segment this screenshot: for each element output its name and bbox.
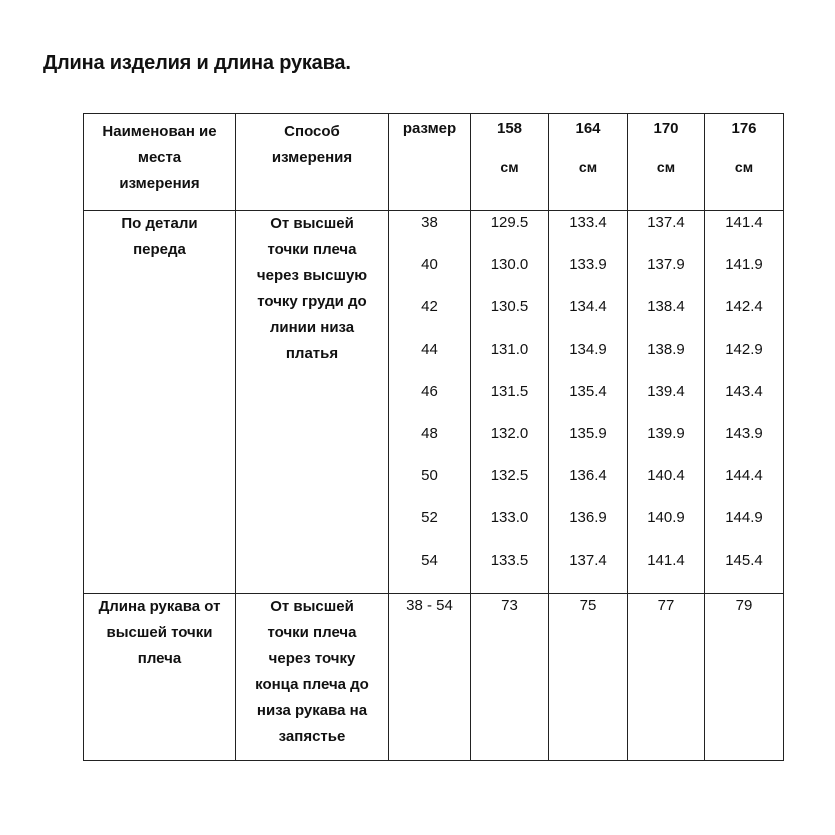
value: 75 xyxy=(579,596,597,614)
value: 133.4 xyxy=(569,214,607,231)
sleeve-cell-176 xyxy=(705,593,784,760)
value: 130.5 xyxy=(490,298,529,316)
values-cell-170 xyxy=(628,211,705,594)
value: 136.9 xyxy=(569,509,607,527)
values-list xyxy=(705,211,783,593)
page-title: Длина изделия и длина рукава. xyxy=(43,52,351,74)
header-cell-height-164 xyxy=(549,114,628,211)
value: 143.9 xyxy=(725,424,763,442)
value: 137.4 xyxy=(647,214,685,231)
header-height-label: 164 xyxy=(575,120,601,137)
value: 77 xyxy=(657,596,675,614)
header-method-label: Способ измерения xyxy=(271,123,353,166)
header-height-label: 158 xyxy=(496,120,523,137)
value: 145.4 xyxy=(725,551,763,569)
value: 138.4 xyxy=(647,298,685,316)
values-cell-164 xyxy=(549,211,628,594)
table-row xyxy=(84,593,784,760)
values-list xyxy=(549,211,627,593)
values-cell-158 xyxy=(471,211,549,594)
header-unit-label: см xyxy=(500,159,519,175)
value: 73 xyxy=(501,596,518,614)
sizes-cell xyxy=(389,211,471,594)
size-value: 38 xyxy=(421,214,438,231)
size-value: 50 xyxy=(421,467,438,485)
size-value: 40 xyxy=(421,256,438,274)
sleeve-cell-158 xyxy=(471,593,549,760)
header-unit-label: см xyxy=(578,159,598,175)
size-range-cell xyxy=(389,593,471,760)
header-unit-label: см xyxy=(656,159,676,175)
value: 138.9 xyxy=(647,340,685,358)
row-method-cell xyxy=(236,211,389,594)
value: 134.9 xyxy=(569,340,607,358)
value: 144.9 xyxy=(725,509,763,527)
value: 134.4 xyxy=(569,298,607,316)
value: 79 xyxy=(735,596,753,614)
value: 140.4 xyxy=(647,467,685,485)
value: 135.4 xyxy=(569,382,607,400)
value: 135.9 xyxy=(569,424,607,442)
size-value: 54 xyxy=(421,551,438,569)
value: 131.0 xyxy=(490,340,529,358)
row-method-cell xyxy=(236,593,389,760)
sizes-list xyxy=(389,211,470,593)
value: 132.5 xyxy=(490,467,529,485)
table-row xyxy=(84,211,784,594)
values-list xyxy=(628,211,704,593)
value: 133.0 xyxy=(490,509,529,527)
header-cell-method xyxy=(236,114,389,211)
value: 131.5 xyxy=(490,382,529,400)
size-value: 42 xyxy=(421,298,438,316)
sleeve-cell-164 xyxy=(549,593,628,760)
value: 142.9 xyxy=(725,340,763,358)
value: 141.4 xyxy=(725,214,763,231)
header-row xyxy=(84,114,784,211)
header-height-label: 176 xyxy=(731,120,757,137)
header-name-label: Наименован ие места измерения xyxy=(102,123,217,192)
size-value: 46 xyxy=(421,382,438,400)
header-cell-name xyxy=(84,114,236,211)
row-name-cell xyxy=(84,593,236,760)
value: 139.9 xyxy=(647,424,685,442)
header-unit-label: см xyxy=(734,159,754,175)
value: 133.9 xyxy=(569,256,607,274)
value: 142.4 xyxy=(725,298,763,316)
value: 130.0 xyxy=(490,256,529,274)
value: 137.4 xyxy=(569,551,607,569)
values-list xyxy=(471,211,548,593)
values-cell-176 xyxy=(705,211,784,594)
value: 139.4 xyxy=(647,382,685,400)
header-cell-size xyxy=(389,114,471,211)
value: 129.5 xyxy=(490,214,529,231)
size-value: 48 xyxy=(421,424,438,442)
value: 141.4 xyxy=(647,551,685,569)
value: 144.4 xyxy=(725,467,763,485)
value: 137.9 xyxy=(647,256,685,274)
header-cell-height-158 xyxy=(471,114,549,211)
size-value: 52 xyxy=(421,509,438,527)
value: 141.9 xyxy=(725,256,763,274)
header-height-label: 170 xyxy=(653,120,679,137)
row-name-cell xyxy=(84,211,236,594)
size-value: 44 xyxy=(421,340,438,358)
header-cell-height-176 xyxy=(705,114,784,211)
value: 136.4 xyxy=(569,467,607,485)
header-cell-height-170 xyxy=(628,114,705,211)
row-name: По детали переда xyxy=(121,215,198,258)
value: 143.4 xyxy=(725,382,763,400)
row-method: От высшей точки плеча через высшую точку груди до линии низа платья xyxy=(256,215,368,362)
header-size-label: размер xyxy=(402,120,457,137)
row-name: Длина рукава от высшей точки плеча xyxy=(98,597,221,667)
row-method: От высшей точки плеча через точку конца плеча до низа рукава на запястье xyxy=(255,597,369,745)
value: 140.9 xyxy=(647,509,685,527)
measurement-table xyxy=(83,113,784,761)
value: 132.0 xyxy=(490,424,529,442)
value: 133.5 xyxy=(490,551,529,569)
size-range: 38 - 54 xyxy=(406,596,453,614)
sleeve-cell-170 xyxy=(628,593,705,760)
